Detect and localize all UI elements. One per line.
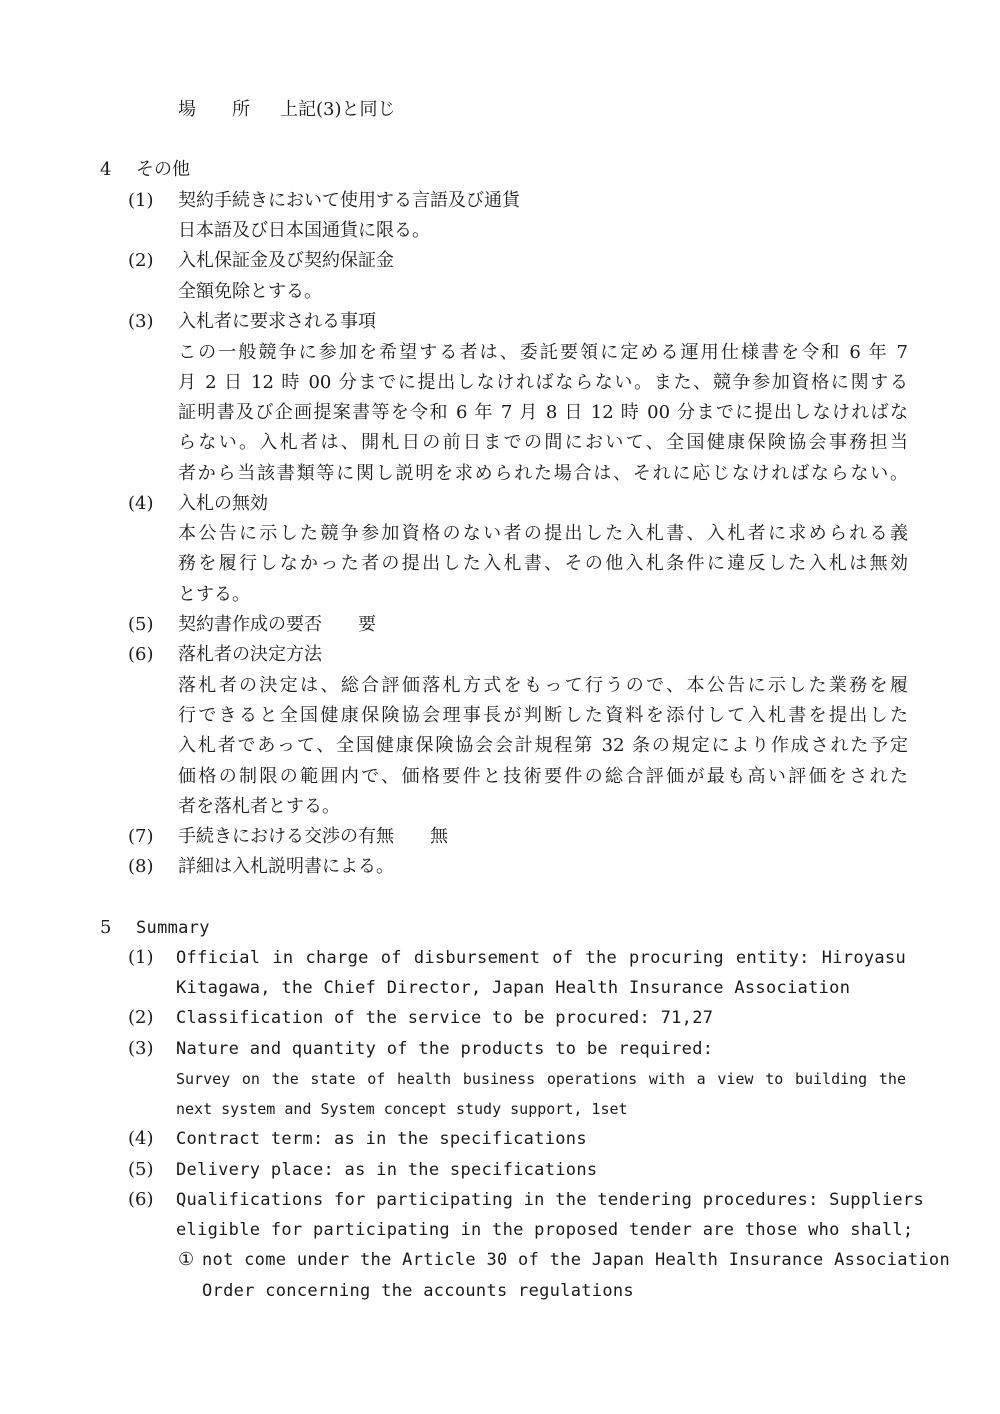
item-text: Classification of the service to be procured: 71,27 bbox=[176, 1008, 714, 1028]
item-text: 務を履行しなかった者の提出した入札書、その他入札条件に違反した入札は無効 bbox=[178, 553, 908, 574]
item-number: (5) bbox=[128, 1159, 154, 1180]
item-text: 行できると全国健康保険協会理事長が判断した資料を添付して入札書を提出した bbox=[178, 705, 908, 726]
item-text: らない。入札者は、開札日の前日までの間において、全国健康保険協会事務担当 bbox=[178, 432, 908, 453]
item-text: Nature and quantity of the products to be required: bbox=[176, 1039, 714, 1059]
section-5-title: Summary bbox=[136, 918, 210, 938]
section-4-title: その他 bbox=[136, 159, 190, 180]
item-text: 月 2 日 12 時 00 分までに提出しなければならない。また、競争参加資格に関する bbox=[178, 372, 908, 393]
sub-item-text: Order concerning the accounts regulations bbox=[202, 1281, 634, 1301]
item-text: 証明書及び企画提案書等を令和 6 年 7 月 8 日 12 時 00 分までに提出しなければな bbox=[178, 402, 908, 423]
item-text: Survey on the state of health business operations with a view to building the bbox=[176, 1070, 906, 1088]
item-number: (8) bbox=[128, 856, 154, 877]
item-text: eligible for participating in the proposed tender are those who shall; bbox=[176, 1220, 914, 1240]
place-label: 場 所 bbox=[178, 99, 250, 120]
item-number: (3) bbox=[128, 1038, 154, 1059]
item-text: Contract term: as in the specifications bbox=[176, 1129, 587, 1149]
item-text: 日本語及び日本国通貨に限る。 bbox=[178, 220, 430, 241]
item-title: 契約書作成の要否 要 bbox=[178, 614, 376, 635]
place-value: 上記(3)と同じ bbox=[280, 99, 396, 120]
item-number: (5) bbox=[128, 614, 154, 635]
item-text: next system and System concept study support, 1set bbox=[176, 1100, 628, 1118]
section-4-number: 4 bbox=[100, 159, 112, 180]
item-title: 入札の無効 bbox=[178, 493, 268, 514]
item-title: 入札者に要求される事項 bbox=[178, 311, 376, 332]
item-number: (6) bbox=[128, 1189, 154, 1210]
item-text: Official in charge of disbursement of the procuring entity: Hiroyasu bbox=[176, 948, 906, 968]
section-5-number: 5 bbox=[100, 917, 112, 938]
circled-number-marker: ① bbox=[178, 1249, 195, 1270]
item-number: (7) bbox=[128, 826, 154, 847]
item-number: (3) bbox=[128, 311, 154, 332]
item-text: とする。 bbox=[178, 584, 250, 605]
item-text: 入札者であって、全国健康保険協会会計規程第 32 条の規定により作成された予定 bbox=[178, 735, 908, 756]
item-text: Qualifications for participating in the tendering procedures: Suppliers bbox=[176, 1190, 924, 1210]
item-number: (2) bbox=[128, 250, 154, 271]
item-number: (4) bbox=[128, 493, 154, 514]
item-number: (2) bbox=[128, 1007, 154, 1028]
item-text: Delivery place: as in the specifications bbox=[176, 1160, 598, 1180]
item-text: 価格の制限の範囲内で、価格要件と技術要件の総合評価が最も高い評価をされた bbox=[178, 766, 908, 787]
item-title: 入札保証金及び契約保証金 bbox=[178, 250, 394, 271]
item-text: 者を落札者とする。 bbox=[178, 796, 340, 817]
item-text: 落札者の決定は、総合評価落札方式をもって行うので、本公告に示した業務を履 bbox=[178, 675, 908, 696]
item-number: (1) bbox=[128, 190, 154, 211]
item-number: (4) bbox=[128, 1128, 154, 1149]
item-text: 本公告に示した競争参加資格のない者の提出した入札書、入札者に求められる義 bbox=[178, 523, 908, 544]
item-title: 詳細は入札説明書による。 bbox=[178, 856, 394, 877]
sub-item-text: not come under the Article 30 of the Japan Health Insurance Association bbox=[202, 1250, 950, 1270]
item-text: Kitagawa, the Chief Director, Japan Health Insurance Association bbox=[176, 978, 851, 998]
item-number: (6) bbox=[128, 644, 154, 665]
item-text: この一般競争に参加を希望する者は、委託要領に定める運用仕様書を令和 6 年 7 bbox=[178, 342, 908, 363]
item-title: 契約手続きにおいて使用する言語及び通貨 bbox=[178, 190, 520, 211]
item-number: (1) bbox=[128, 947, 154, 968]
item-text: 全額免除とする。 bbox=[178, 281, 322, 302]
item-title: 手続きにおける交渉の有無 無 bbox=[178, 826, 448, 847]
item-text: 者から当該書類等に関し説明を求められた場合は、それに応じなければならない。 bbox=[178, 463, 908, 484]
item-title: 落札者の決定方法 bbox=[178, 644, 322, 665]
